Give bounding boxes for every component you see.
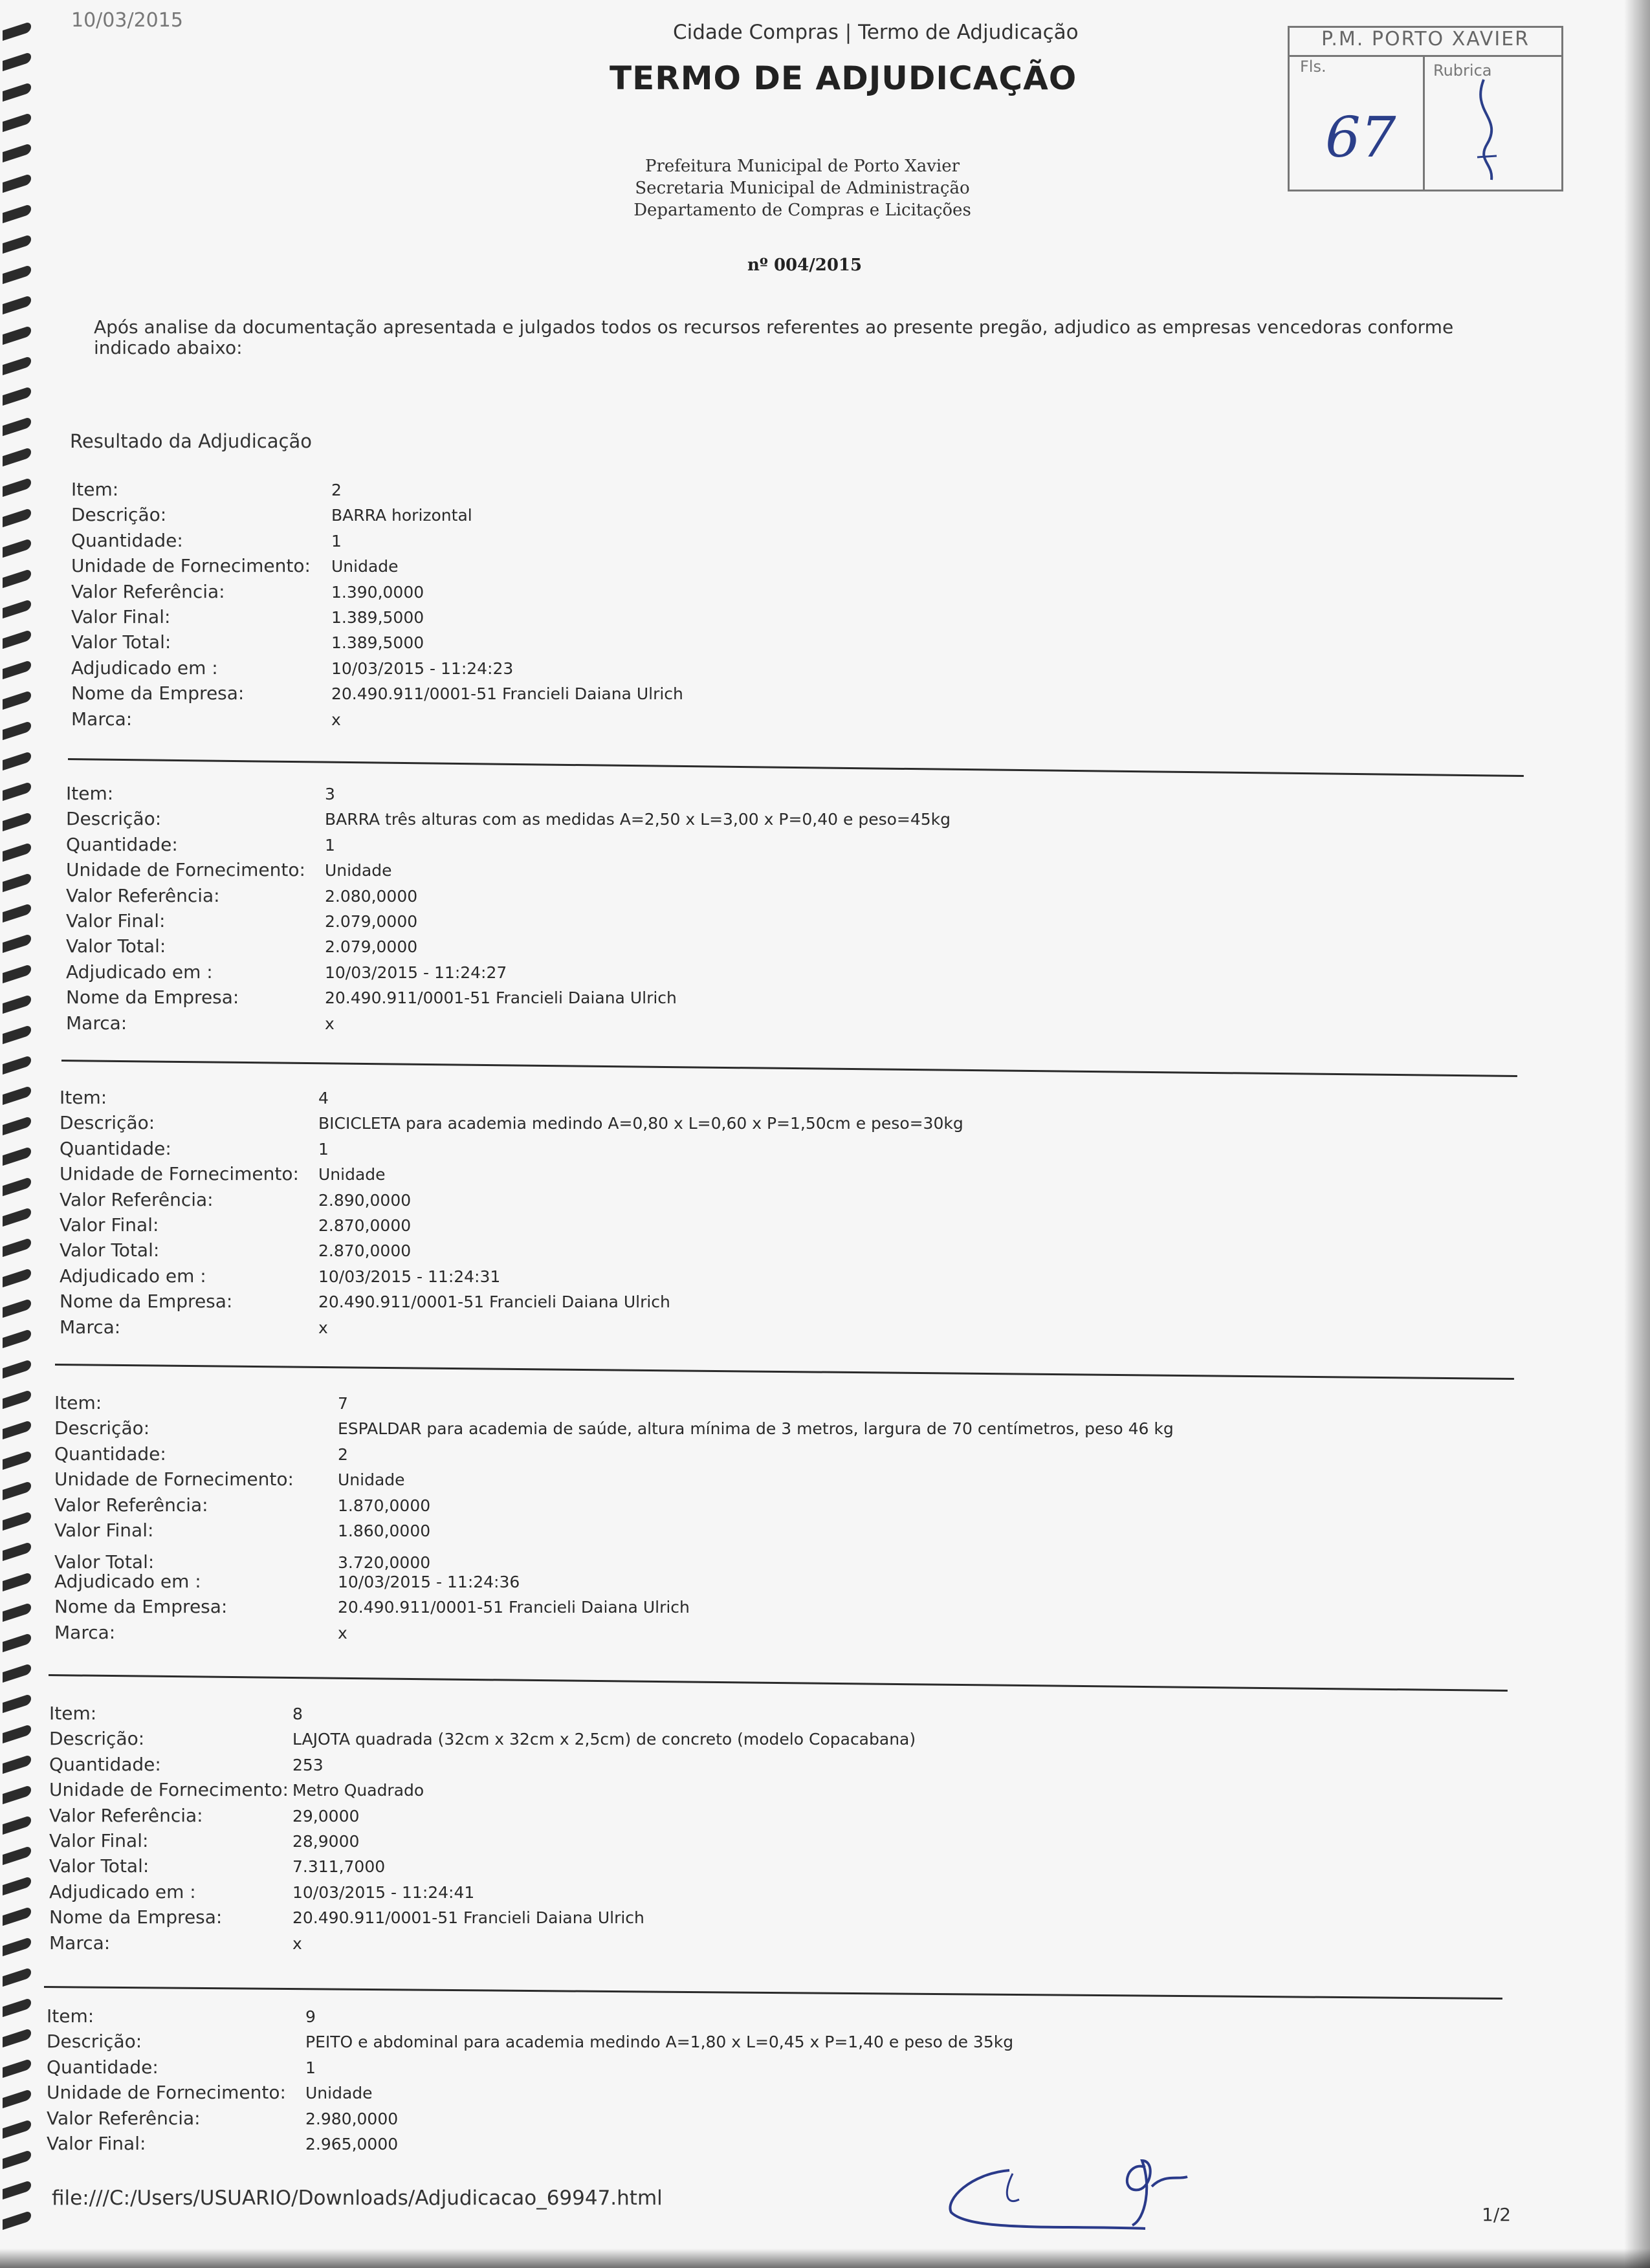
field-value-unidade: Unidade: [325, 861, 392, 880]
binding-ring: [3, 1815, 31, 1835]
field-label-descricao: Descrição:: [60, 1112, 155, 1134]
item-separator: [55, 1364, 1514, 1380]
field-label-quantidade: Quantidade:: [60, 1137, 171, 1159]
binding-ring: [3, 1146, 31, 1166]
binding-ring: [3, 1207, 31, 1227]
binding-ring: [3, 1450, 31, 1470]
field-label-adjudicado-em: Adjudicado em :: [54, 1570, 201, 1592]
binding-ring: [3, 660, 31, 679]
field-value-valor-referencia: 2.980,0000: [305, 2109, 399, 2128]
binding-ring: [3, 234, 31, 254]
binding-ring: [3, 1633, 31, 1652]
field-value-valor-referencia: 2.890,0000: [318, 1190, 412, 1210]
field-label-unidade: Unidade de Fornecimento:: [66, 859, 305, 881]
binding-ring: [3, 1268, 31, 1287]
field-value-unidade: Metro Quadrado: [292, 1781, 424, 1800]
field-value-valor-final: 2.870,0000: [318, 1216, 412, 1235]
field-value-item: 4: [318, 1089, 329, 1107]
binding-ring: [3, 1298, 31, 1318]
field-label-quantidade: Quantidade:: [66, 833, 178, 855]
field-value-item: 9: [305, 2007, 316, 2026]
field-label-valor-total: Valor Total:: [66, 935, 166, 957]
field-value-quantidade: 1: [325, 835, 335, 855]
field-label-valor-final: Valor Final:: [71, 606, 171, 627]
binding-ring: [3, 2028, 31, 2047]
field-value-descricao: BARRA três alturas com as medidas A=2,50 x L=3,00 x P=0,40 e peso=45kg: [325, 810, 951, 829]
field-value-unidade: Unidade: [318, 1165, 386, 1184]
binding-ring: [3, 1694, 31, 1713]
field-value-quantidade: 1: [318, 1139, 329, 1159]
binding-ring: [3, 2180, 31, 2199]
binding-ring: [3, 2210, 31, 2230]
field-value-descricao: PEITO e abdominal para academia medindo A=1,80 x L=0,45 x P=1,40 e peso de 35kg: [305, 2033, 1014, 2052]
field-label-adjudicado-em: Adjudicado em :: [60, 1265, 206, 1287]
field-label-unidade: Unidade de Fornecimento:: [60, 1163, 299, 1185]
binding-ring: [3, 2150, 31, 2169]
field-label-quantidade: Quantidade:: [49, 1753, 161, 1775]
stamp-fls-label: Fls.: [1300, 58, 1326, 76]
intro-paragraph: Após analise da documentação apresentada e julgados todos os recursos referentes ao presente pregão, adjudico as empresas vencedoras conforme indicado abaixo:: [94, 316, 1454, 358]
field-label-nome-empresa: Nome da Empresa:: [49, 1906, 223, 1928]
field-value-quantidade: 1: [331, 531, 342, 551]
field-value-nome-empresa: 20.490.911/0001-51 Francieli Daiana Ulrich: [318, 1292, 670, 1312]
field-value-descricao: LAJOTA quadrada (32cm x 32cm x 2,5cm) de concreto (modelo Copacabana): [292, 1730, 916, 1749]
binding-ring: [3, 447, 31, 466]
field-value-valor-referencia: 2.080,0000: [325, 886, 418, 906]
binding-ring: [3, 1390, 31, 1409]
field-label-marca: Marca:: [60, 1316, 121, 1338]
spiral-binding: [0, 0, 45, 2268]
field-label-descricao: Descrição:: [49, 1728, 145, 1750]
field-label-nome-empresa: Nome da Empresa:: [54, 1596, 228, 1618]
binding-ring: [3, 812, 31, 831]
field-value-unidade: Unidade: [338, 1470, 405, 1490]
field-value-adjudicado-em: 10/03/2015 - 11:24:36: [338, 1572, 520, 1591]
field-label-valor-referencia: Valor Referência:: [71, 580, 225, 602]
field-label-descricao: Descrição:: [66, 808, 162, 830]
field-value-descricao: ESPALDAR para academia de saúde, altura mínima de 3 metros, largura de 70 centímetros, peso 46 kg: [338, 1419, 1174, 1439]
field-label-valor-final: Valor Final:: [49, 1830, 149, 1851]
binding-ring: [3, 1511, 31, 1531]
field-value-descricao: BARRA horizontal: [331, 506, 472, 525]
field-value-valor-total: 2.870,0000: [318, 1241, 412, 1261]
binding-ring: [3, 2058, 31, 2078]
field-value-valor-referencia: 29,0000: [292, 1806, 360, 1826]
field-value-marca: x: [318, 1318, 328, 1337]
field-value-valor-total: 1.389,5000: [331, 633, 424, 653]
binding-ring: [3, 1116, 31, 1135]
field-label-unidade: Unidade de Fornecimento:: [47, 2082, 286, 2104]
field-label-marca: Marca:: [71, 708, 133, 730]
field-label-item: Item:: [47, 2005, 94, 2027]
field-label-item: Item:: [49, 1703, 97, 1724]
binding-ring: [3, 781, 31, 801]
binding-ring: [3, 1846, 31, 1865]
field-value-valor-referencia: 1.390,0000: [331, 582, 424, 602]
field-value-marca: x: [292, 1934, 302, 1953]
binding-ring: [3, 82, 31, 102]
binding-ring: [3, 569, 31, 588]
binding-ring: [3, 1602, 31, 1622]
binding-ring: [3, 599, 31, 618]
binding-ring: [3, 204, 31, 223]
binding-ring: [3, 994, 31, 1014]
field-value-valor-total: 3.720,0000: [338, 1553, 431, 1573]
binding-ring: [3, 1359, 31, 1379]
binding-ring: [3, 1572, 31, 1591]
protocol-stamp: [1288, 26, 1563, 191]
binding-ring: [3, 1754, 31, 1774]
binding-ring: [3, 964, 31, 983]
binding-ring: [3, 721, 31, 740]
field-label-marca: Marca:: [66, 1012, 127, 1034]
binding-ring: [3, 1025, 31, 1044]
field-value-valor-final: 28,9000: [292, 1832, 360, 1851]
binding-ring: [3, 1329, 31, 1348]
field-label-quantidade: Quantidade:: [47, 2056, 159, 2078]
binding-ring: [3, 1785, 31, 1804]
field-value-item: 3: [325, 785, 335, 803]
field-label-descricao: Descrição:: [54, 1417, 150, 1439]
binding-ring: [3, 1055, 31, 1074]
field-value-nome-empresa: 20.490.911/0001-51 Francieli Daiana Ulrich: [338, 1598, 690, 1617]
field-label-nome-empresa: Nome da Empresa:: [66, 987, 239, 1009]
field-value-quantidade: 253: [292, 1755, 324, 1774]
field-value-marca: x: [325, 1014, 335, 1033]
footer-page-number: 1/2: [1482, 2204, 1512, 2225]
binding-ring: [3, 1177, 31, 1196]
field-label-item: Item:: [66, 783, 114, 804]
document-number: nº 004/2015: [747, 256, 863, 275]
field-label-adjudicado-em: Adjudicado em :: [66, 961, 213, 983]
field-label-valor-referencia: Valor Referência:: [49, 1804, 203, 1826]
field-value-valor-total: 7.311,7000: [292, 1857, 386, 1877]
field-value-item: 8: [292, 1705, 303, 1723]
field-value-valor-final: 2.965,0000: [305, 2135, 399, 2154]
field-label-marca: Marca:: [49, 1932, 111, 1954]
field-label-valor-final: Valor Final:: [47, 2133, 146, 2154]
section-title: Resultado da Adjudicação: [70, 430, 312, 452]
field-value-valor-total: 2.079,0000: [325, 937, 418, 957]
binding-ring: [3, 1663, 31, 1683]
page-bottom-shadow: [0, 2249, 1650, 2268]
binding-ring: [3, 265, 31, 284]
field-value-adjudicado-em: 10/03/2015 - 11:24:27: [325, 963, 507, 982]
field-label-valor-referencia: Valor Referência:: [54, 1494, 208, 1516]
binding-ring: [3, 690, 31, 710]
binding-ring: [3, 1481, 31, 1500]
binding-ring: [3, 1085, 31, 1105]
binding-ring: [3, 842, 31, 862]
field-value-nome-empresa: 20.490.911/0001-51 Francieli Daiana Ulrich: [292, 1908, 644, 1928]
stamp-heading: P.M. PORTO XAVIER: [1290, 28, 1561, 57]
binding-ring: [3, 751, 31, 770]
binding-ring: [3, 903, 31, 922]
field-value-nome-empresa: 20.490.911/0001-51 Francieli Daiana Ulrich: [325, 988, 677, 1008]
field-value-item: 2: [331, 481, 342, 499]
binding-ring: [3, 477, 31, 497]
binding-ring: [3, 52, 31, 71]
field-label-valor-total: Valor Total:: [49, 1855, 149, 1877]
item-separator: [44, 1986, 1502, 2000]
field-label-valor-referencia: Valor Referência:: [66, 884, 220, 906]
footer-file-path: file:///C:/Users/USUARIO/Downloads/Adjudicacao_69947.html: [52, 2186, 663, 2210]
field-value-marca: x: [338, 1623, 347, 1642]
signature-mark: [932, 2148, 1242, 2238]
field-label-item: Item:: [60, 1087, 107, 1108]
binding-ring: [3, 2119, 31, 2139]
binding-ring: [3, 417, 31, 436]
item-separator: [61, 1060, 1517, 1077]
field-value-descricao: BICICLETA para academia medindo A=0,80 x L=0,60 x P=1,50cm e peso=30kg: [318, 1114, 963, 1133]
field-value-item: 7: [338, 1394, 348, 1413]
field-label-valor-total: Valor Total:: [60, 1239, 160, 1261]
field-value-valor-referencia: 1.870,0000: [338, 1496, 431, 1515]
org-line-3: Departamento de Compras e Licitações: [633, 201, 971, 220]
field-label-valor-total: Valor Total:: [54, 1551, 155, 1573]
field-label-nome-empresa: Nome da Empresa:: [71, 682, 245, 704]
item-separator: [49, 1674, 1508, 1692]
field-label-unidade: Unidade de Fornecimento:: [49, 1779, 289, 1801]
binding-ring: [3, 1420, 31, 1439]
field-value-unidade: Unidade: [305, 2084, 373, 2103]
stamp-divider: [1423, 55, 1425, 190]
binding-ring: [3, 1542, 31, 1561]
binding-ring: [3, 508, 31, 527]
org-line-2: Secretaria Municipal de Administração: [635, 179, 970, 198]
binding-ring: [3, 873, 31, 892]
header-date: 10/03/2015: [71, 9, 183, 32]
binding-ring: [3, 1906, 31, 1926]
binding-ring: [3, 21, 31, 41]
field-value-nome-empresa: 20.490.911/0001-51 Francieli Daiana Ulrich: [331, 684, 683, 704]
field-value-marca: x: [331, 710, 341, 729]
page-edge-shadow: [1624, 0, 1650, 2268]
field-label-unidade: Unidade de Fornecimento:: [71, 555, 311, 577]
field-value-quantidade: 2: [338, 1445, 348, 1464]
binding-ring: [3, 1876, 31, 1895]
field-label-adjudicado-em: Adjudicado em :: [71, 657, 218, 679]
field-label-quantidade: Quantidade:: [54, 1443, 166, 1465]
stamp-rubrica-label: Rubrica: [1433, 61, 1492, 80]
binding-ring: [3, 1724, 31, 1743]
field-value-unidade: Unidade: [331, 557, 399, 576]
field-label-valor-final: Valor Final:: [66, 910, 166, 932]
field-value-adjudicado-em: 10/03/2015 - 11:24:23: [331, 659, 514, 678]
document-title: TERMO DE ADJUDICAÇÃO: [610, 60, 1077, 97]
stamp-page-number: 67: [1325, 105, 1396, 170]
binding-ring: [3, 1937, 31, 1956]
field-label-valor-referencia: Valor Referência:: [60, 1188, 214, 1210]
field-label-valor-referencia: Valor Referência:: [47, 2107, 201, 2129]
field-label-descricao: Descrição:: [47, 2031, 142, 2053]
field-label-valor-total: Valor Total:: [71, 631, 171, 653]
item-separator: [68, 758, 1524, 777]
binding-ring: [3, 386, 31, 406]
field-value-adjudicado-em: 10/03/2015 - 11:24:41: [292, 1882, 475, 1902]
org-line-1: Prefeitura Municipal de Porto Xavier: [644, 157, 960, 176]
binding-ring: [3, 295, 31, 314]
binding-ring: [3, 325, 31, 345]
binding-ring: [3, 2089, 31, 2108]
rubrica-signature: [1458, 73, 1516, 183]
field-label-unidade: Unidade de Fornecimento:: [54, 1468, 294, 1490]
field-label-nome-empresa: Nome da Empresa:: [60, 1291, 233, 1313]
field-label-valor-final: Valor Final:: [54, 1520, 154, 1541]
binding-ring: [3, 629, 31, 649]
field-value-valor-final: 1.389,5000: [331, 608, 424, 627]
header-title: Cidade Compras | Termo de Adjudicação: [673, 21, 1079, 44]
binding-ring: [3, 1998, 31, 2017]
field-label-adjudicado-em: Adjudicado em :: [49, 1881, 196, 1903]
field-label-item: Item:: [54, 1392, 102, 1413]
binding-ring: [3, 356, 31, 375]
field-value-valor-final: 1.860,0000: [338, 1521, 431, 1540]
field-value-quantidade: 1: [305, 2058, 316, 2077]
field-label-valor-final: Valor Final:: [60, 1214, 159, 1236]
binding-ring: [3, 173, 31, 193]
field-label-item: Item:: [71, 479, 119, 500]
field-value-adjudicado-em: 10/03/2015 - 11:24:31: [318, 1267, 501, 1286]
binding-ring: [3, 933, 31, 953]
field-label-descricao: Descrição:: [71, 504, 167, 526]
binding-ring: [3, 113, 31, 132]
binding-ring: [3, 143, 31, 162]
binding-ring: [3, 1967, 31, 1987]
field-label-quantidade: Quantidade:: [71, 529, 183, 551]
binding-ring: [3, 1238, 31, 1257]
field-value-valor-final: 2.079,0000: [325, 912, 418, 931]
field-label-marca: Marca:: [54, 1621, 116, 1643]
binding-ring: [3, 538, 31, 558]
